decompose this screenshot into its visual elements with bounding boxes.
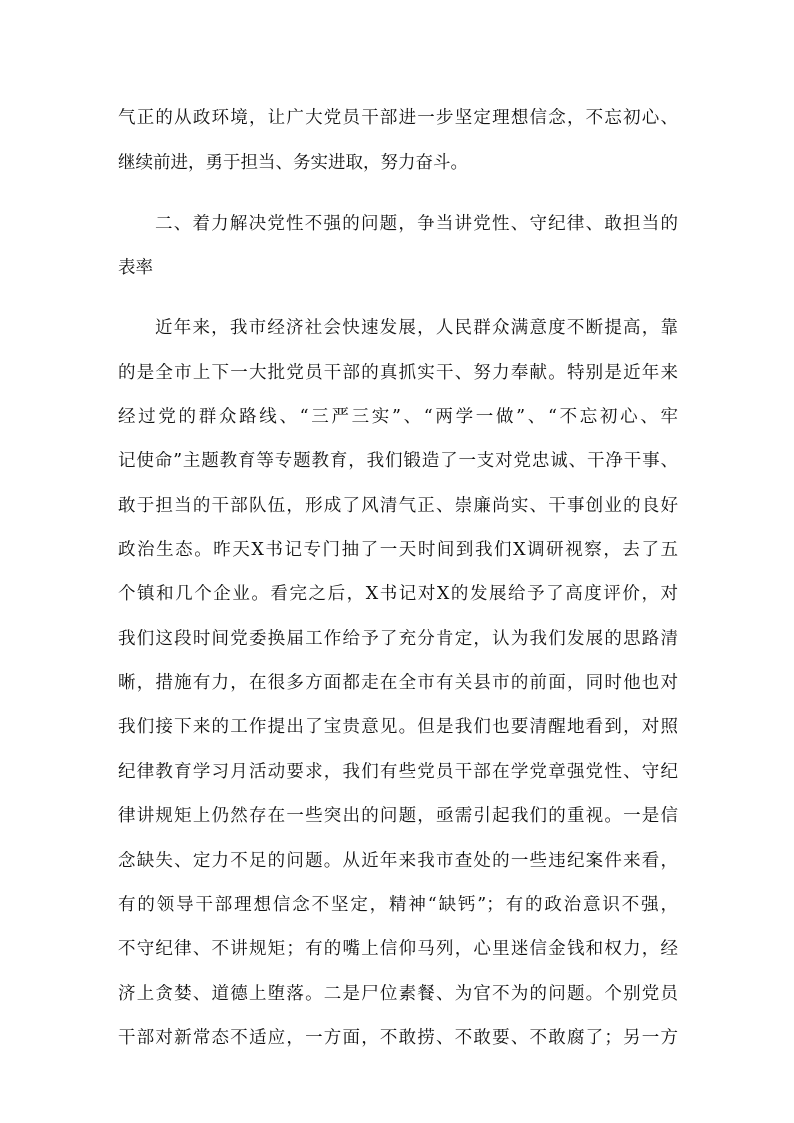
paragraph-line: 我们接下来的工作提出了宝贵意见。但是我们也要清醒地看到，对照 [118, 717, 678, 737]
paragraph-line: 个镇和几个企业。看完之后，X书记对X的发展给予了高度评价，对 [118, 584, 678, 604]
paragraph-line: 我们这段时间党委换届工作给予了充分肯定，认为我们发展的思路清 [118, 629, 678, 649]
paragraph-line: 济上贪婪、道德上堕落。二是尸位素餐、为官不为的问题。个别党员 [118, 984, 678, 1004]
section-heading-continued: 表率 [118, 258, 153, 278]
paragraph-line: 记使命”主题教育等专题教育，我们锻造了一支对党忠诚、干净干事、 [118, 451, 678, 471]
paragraph-line: 纪律教育学习月活动要求，我们有些党员干部在学党章强党性、守纪 [118, 762, 678, 782]
paragraph-line: 律讲规矩上仍然存在一些突出的问题，亟需引起我们的重视。一是信 [118, 806, 678, 826]
paragraph-line: 的是全市上下一大批党员干部的真抓实干、努力奉献。特别是近年来 [118, 363, 678, 383]
paragraph-line: 晰，措施有力，在很多方面都走在全市有关县市的前面，同时他也对 [118, 673, 678, 693]
paragraph-line: 政治生态。昨天X书记专门抽了一天时间到我们X调研视察，去了五 [118, 540, 678, 560]
text-line: 继续前进，勇于担当、务实进取，努力奋斗。 [118, 153, 468, 173]
paragraph-line: 经过党的群众路线、“三严三实”、“两学一做”、“不忘初心、牢 [118, 407, 678, 427]
paragraph-line: 不守纪律、不讲规矩；有的嘴上信仰马列，心里迷信金钱和权力，经 [118, 939, 678, 959]
paragraph-line: 有的领导干部理想信念不坚定，精神“缺钙”；有的政治意识不强， [118, 895, 678, 915]
section-heading: 二、着力解决党性不强的问题，争当讲党性、守纪律、敢担当的 [155, 214, 678, 234]
paragraph-line: 干部对新常态不适应，一方面，不敢捞、不敢要、不敢腐了；另一方 [118, 1028, 678, 1048]
paragraph-line: 念缺失、定力不足的问题。从近年来我市查处的一些违纪案件来看， [118, 851, 678, 871]
text-line: 气正的从政环境，让广大党员干部进一步坚定理想信念，不忘初心、 [118, 108, 678, 128]
paragraph-line: 敢于担当的干部队伍，形成了风清气正、崇廉尚实、干事创业的良好 [118, 496, 678, 516]
paragraph-line: 近年来，我市经济社会快速发展，人民群众满意度不断提高，靠 [155, 318, 678, 338]
